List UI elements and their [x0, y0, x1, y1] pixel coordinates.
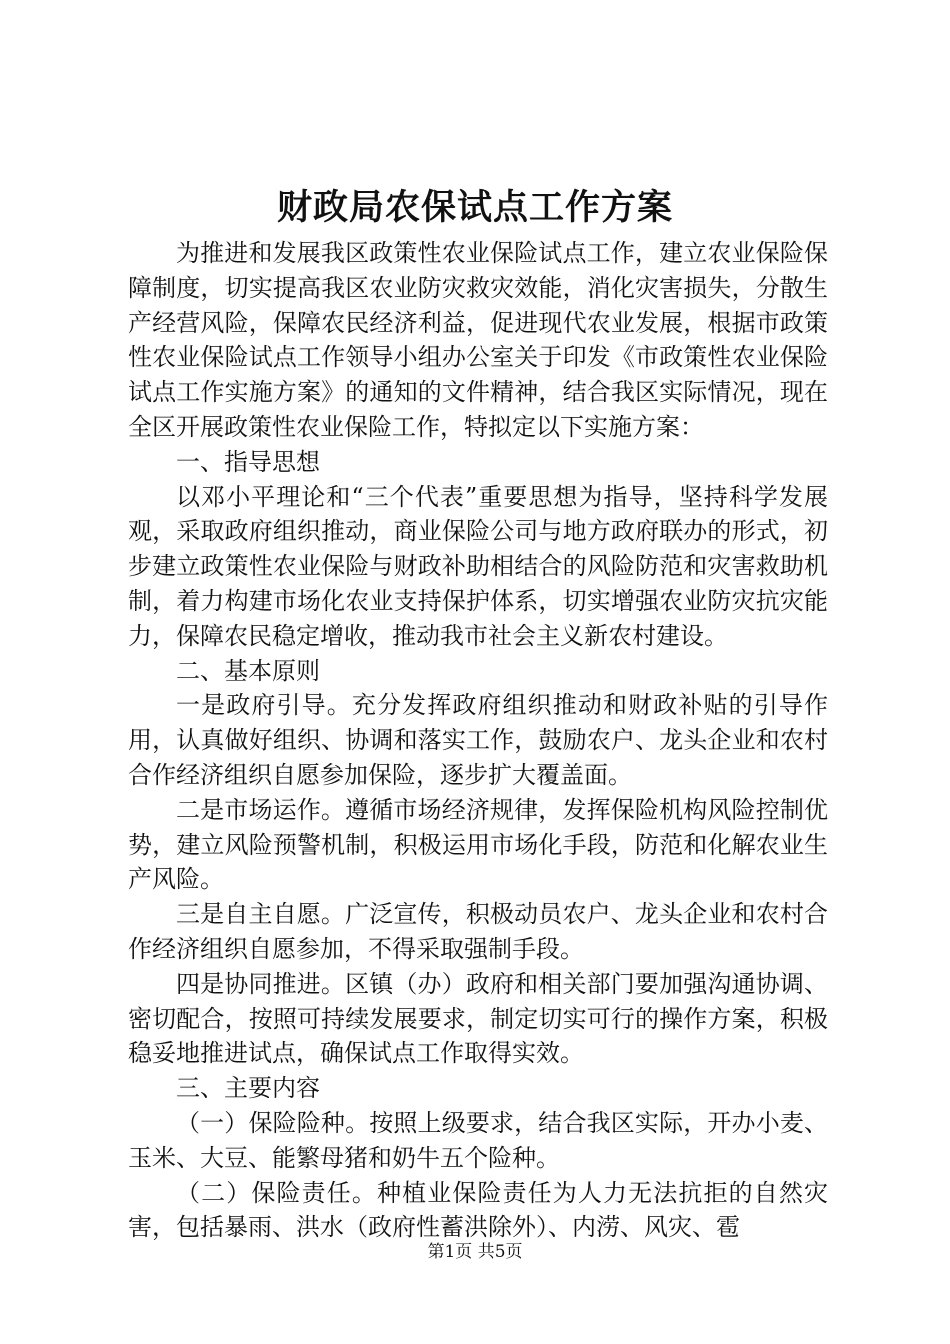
heading-guiding-ideology: 一、指导思想	[176, 447, 320, 476]
paragraph-principle-2: 二是市场运作。遵循市场经济规律，发挥保险机构风险控制优势，建立风险预警机制，积极运用市场化手段，防范和化解农业生产风险。	[128, 795, 828, 894]
paragraph-insurance-liability: （二）保险责任。种植业保险责任为人力无法抗拒的自然灾害，包括暴雨、洪水（政府性蓄洪除外）、内涝、风灾、雹	[128, 1178, 828, 1242]
paragraph-principle-3: 三是自主自愿。广泛宣传，积极动员农户、龙头企业和农村合作经济组织自愿参加，不得采取强制手段。	[128, 900, 828, 963]
paragraph-guiding-ideology: 以邓小平理论和“三个代表”重要思想为指导，坚持科学发展观，采取政府组织推动，商业保险公司与地方政府联办的形式，初步建立政策性农业保险与财政补助相结合的风险防范和灾害救助机制，着力构建市场化农业支持保护体系，切实增强农业防灾抗灾能力，保障农民稳定增收，推动我市社会主义新农村建设。	[128, 482, 828, 650]
paragraph-principle-4: 四是协同推进。区镇（办）政府和相关部门要加强沟通协调、密切配合，按照可持续发展要求，制定切实可行的操作方案，积极稳妥地推进试点，确保试点工作取得实效。	[128, 969, 828, 1068]
document-body	[128, 236, 828, 1245]
document-title: 财政局农保试点工作方案	[276, 187, 673, 228]
paragraph-principle-1: 一是政府引导。充分发挥政府组织推动和财政补贴的引导作用，认真做好组织、协调和落实工作，鼓励农户、龙头企业和农村合作经济组织自愿参加保险，逐步扩大覆盖面。	[128, 691, 828, 789]
page-footer: 第1页 共5页	[427, 1242, 523, 1262]
paragraph-intro: 为推进和发展我区政策性农业保险试点工作，建立农业保险保障制度，切实提高我区农业防灾救灾效能，消化灾害损失，分散生产经营风险，保障农民经济利益，促进现代农业发展，根据市政策性农业保险试点工作领导小组办公室关于印发《市政策性农业保险试点工作实施方案》的通知的文件精神，结合我区实际情况，现在全区开展政策性农业保险工作，特拟定以下实施方案：	[128, 239, 828, 441]
heading-main-content: 三、主要内容	[176, 1074, 320, 1103]
heading-basic-principles: 二、基本原则	[176, 656, 320, 685]
paragraph-insurance-types: （一）保险险种。按照上级要求，结合我区实际，开办小麦、玉米、大豆、能繁母猪和奶牛五个险种。	[128, 1108, 828, 1172]
